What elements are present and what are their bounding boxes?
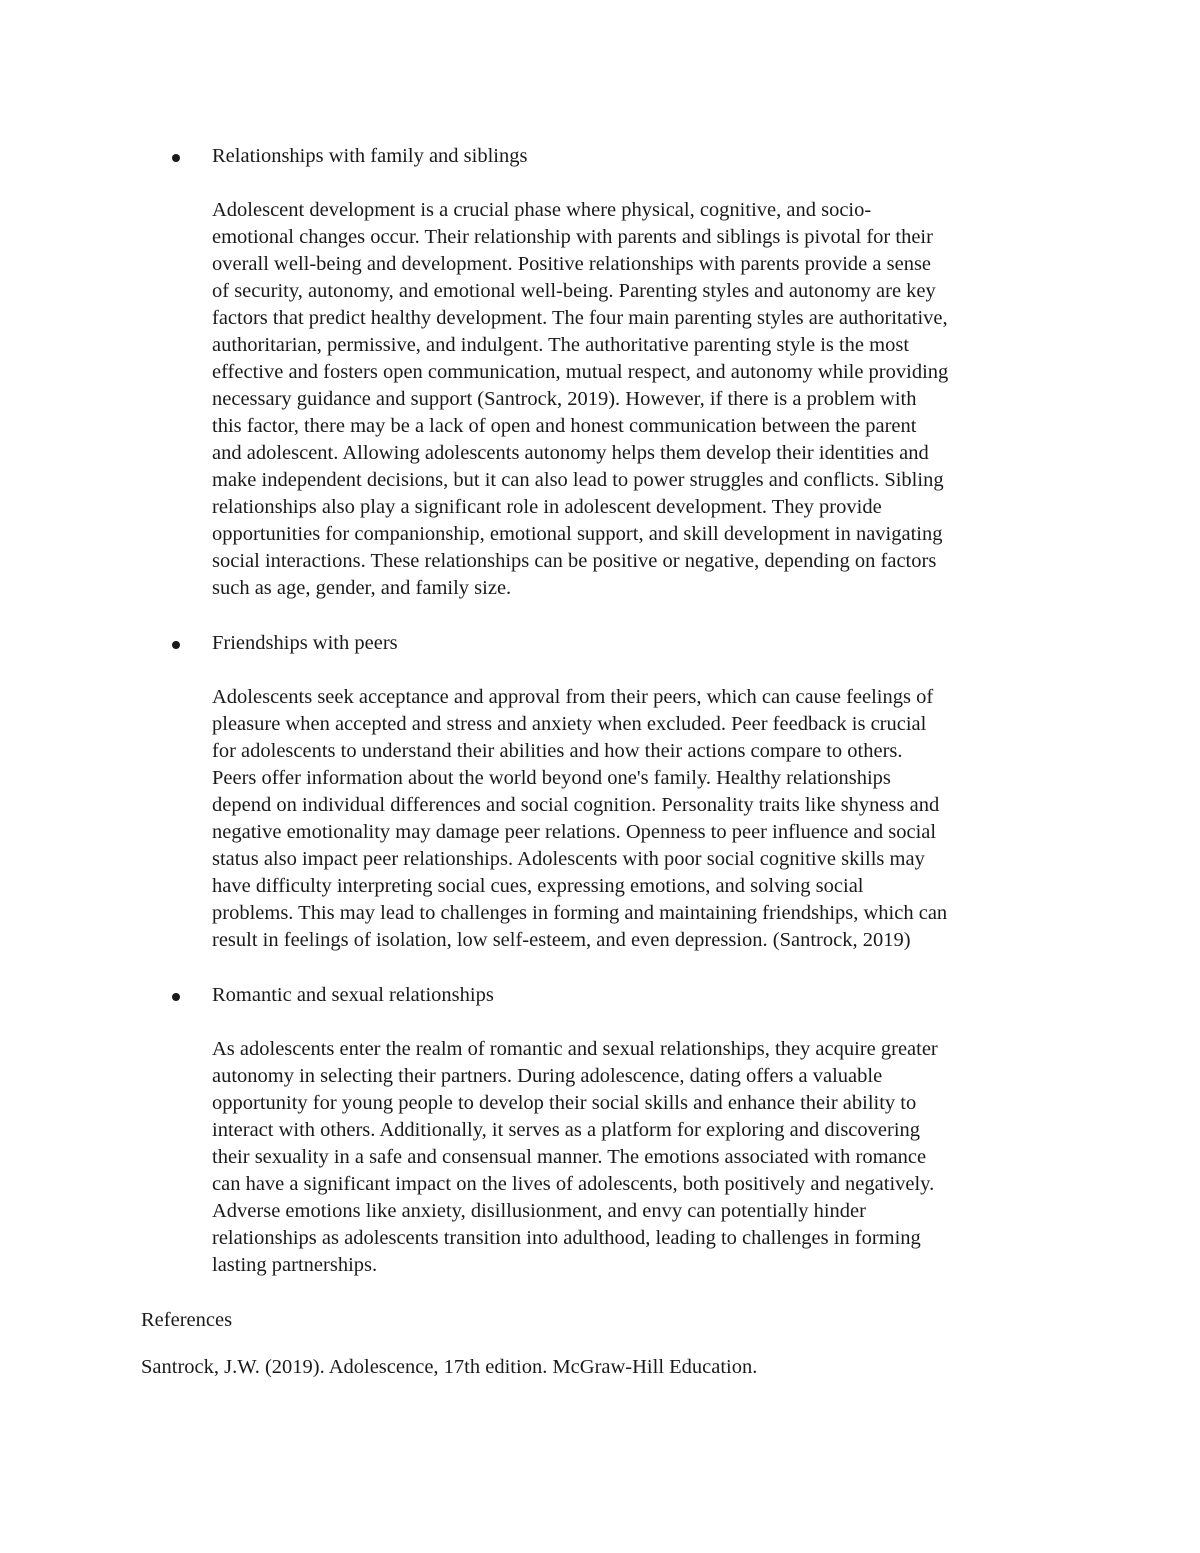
paragraph-line: for adolescents to understand their abilities and how their actions compare to others. — [212, 740, 903, 762]
paragraph-line: and adolescent. Allowing adolescents autonomy helps them develop their identities and — [212, 442, 929, 464]
section-heading: Relationships with family and siblings — [212, 145, 528, 167]
paragraph-line: emotional changes occur. Their relationship with parents and siblings is pivotal for their — [212, 226, 933, 248]
paragraph-line: this factor, there may be a lack of open and honest communication between the parent — [212, 415, 917, 437]
references-heading: References — [141, 1309, 233, 1331]
paragraph-line: opportunity for young people to develop their social skills and enhance their ability to — [212, 1092, 917, 1114]
reference-entry: Santrock, J.W. (2019). Adolescence, 17th edition. McGraw-Hill Education. — [141, 1356, 758, 1378]
paragraph-line: Adolescent development is a crucial phase where physical, cognitive, and socio- — [212, 199, 872, 221]
paragraph-line: can have a significant impact on the lives of adolescents, both positively and negatively. — [212, 1173, 935, 1195]
paragraph-line: effective and fosters open communication, mutual respect, and autonomy while providing — [212, 361, 949, 383]
paragraph-line: status also impact peer relationships. Adolescents with poor social cognitive skills may — [212, 848, 925, 870]
paragraph-line: problems. This may lead to challenges in forming and maintaining friendships, which can — [212, 902, 948, 924]
paragraph-line: social interactions. These relationships can be positive or negative, depending on factors — [212, 550, 937, 572]
section-heading: Friendships with peers — [212, 632, 398, 654]
paragraph-line: relationships as adolescents transition into adulthood, leading to challenges in forming — [212, 1227, 921, 1249]
bullet-item — [0, 630, 1200, 660]
section-romantic-sexual — [0, 982, 1200, 1276]
paragraph-line: result in feelings of isolation, low self-esteem, and even depression. (Santrock, 2019) — [212, 929, 911, 951]
section-heading: Romantic and sexual relationships — [212, 984, 494, 1006]
paragraph-line: their sexuality in a safe and consensual manner. The emotions associated with romance — [212, 1146, 927, 1168]
paragraph-line: interact with others. Additionally, it serves as a platform for exploring and discovering — [212, 1119, 921, 1141]
paragraph-line: pleasure when accepted and stress and anxiety when excluded. Peer feedback is crucial — [212, 713, 927, 735]
bullet-icon — [172, 641, 180, 649]
paragraph-line: such as age, gender, and family size. — [212, 577, 512, 599]
bullet-icon — [172, 154, 180, 162]
paragraph-line: depend on individual differences and social cognition. Personality traits like shyness and — [212, 794, 940, 816]
bullet-item — [0, 982, 1200, 1012]
paragraph-line: overall well-being and development. Positive relationships with parents provide a sense — [212, 253, 932, 275]
paragraph-line: lasting partnerships. — [212, 1254, 378, 1276]
paragraph-line: factors that predict healthy development. The four main parenting styles are authoritative, — [212, 307, 948, 329]
paragraph-line: relationships also play a significant role in adolescent development. They provide — [212, 496, 882, 518]
bullet-item — [0, 143, 1200, 173]
paragraph-line: of security, autonomy, and emotional well-being. Parenting styles and autonomy are key — [212, 280, 936, 302]
section-friendships-peers — [0, 630, 1200, 951]
paragraph-line: make independent decisions, but it can also lead to power struggles and conflicts. Sibling — [212, 469, 944, 491]
section-paragraph — [212, 684, 1062, 954]
paragraph-line: authoritarian, permissive, and indulgent. The authoritative parenting style is the most — [212, 334, 910, 356]
paragraph-line: negative emotionality may damage peer relations. Openness to peer influence and social — [212, 821, 937, 843]
paragraph-line: Adolescents seek acceptance and approval from their peers, which can cause feelings of — [212, 686, 934, 708]
paragraph-line: autonomy in selecting their partners. During adolescence, dating offers a valuable — [212, 1065, 883, 1087]
section-paragraph — [212, 197, 1062, 602]
section-paragraph — [212, 1036, 1062, 1279]
paragraph-line: opportunities for companionship, emotional support, and skill development in navigating — [212, 523, 943, 545]
paragraph-line: necessary guidance and support (Santrock, 2019). However, if there is a problem with — [212, 388, 917, 410]
section-family-siblings — [0, 143, 1200, 599]
paragraph-line: As adolescents enter the realm of romantic and sexual relationships, they acquire greater — [212, 1038, 938, 1060]
paragraph-line: Adverse emotions like anxiety, disillusionment, and envy can potentially hinder — [212, 1200, 866, 1222]
bullet-icon — [172, 993, 180, 1001]
paragraph-line: have difficulty interpreting social cues, expressing emotions, and solving social — [212, 875, 864, 897]
paragraph-line: Peers offer information about the world beyond one's family. Healthy relationships — [212, 767, 891, 789]
